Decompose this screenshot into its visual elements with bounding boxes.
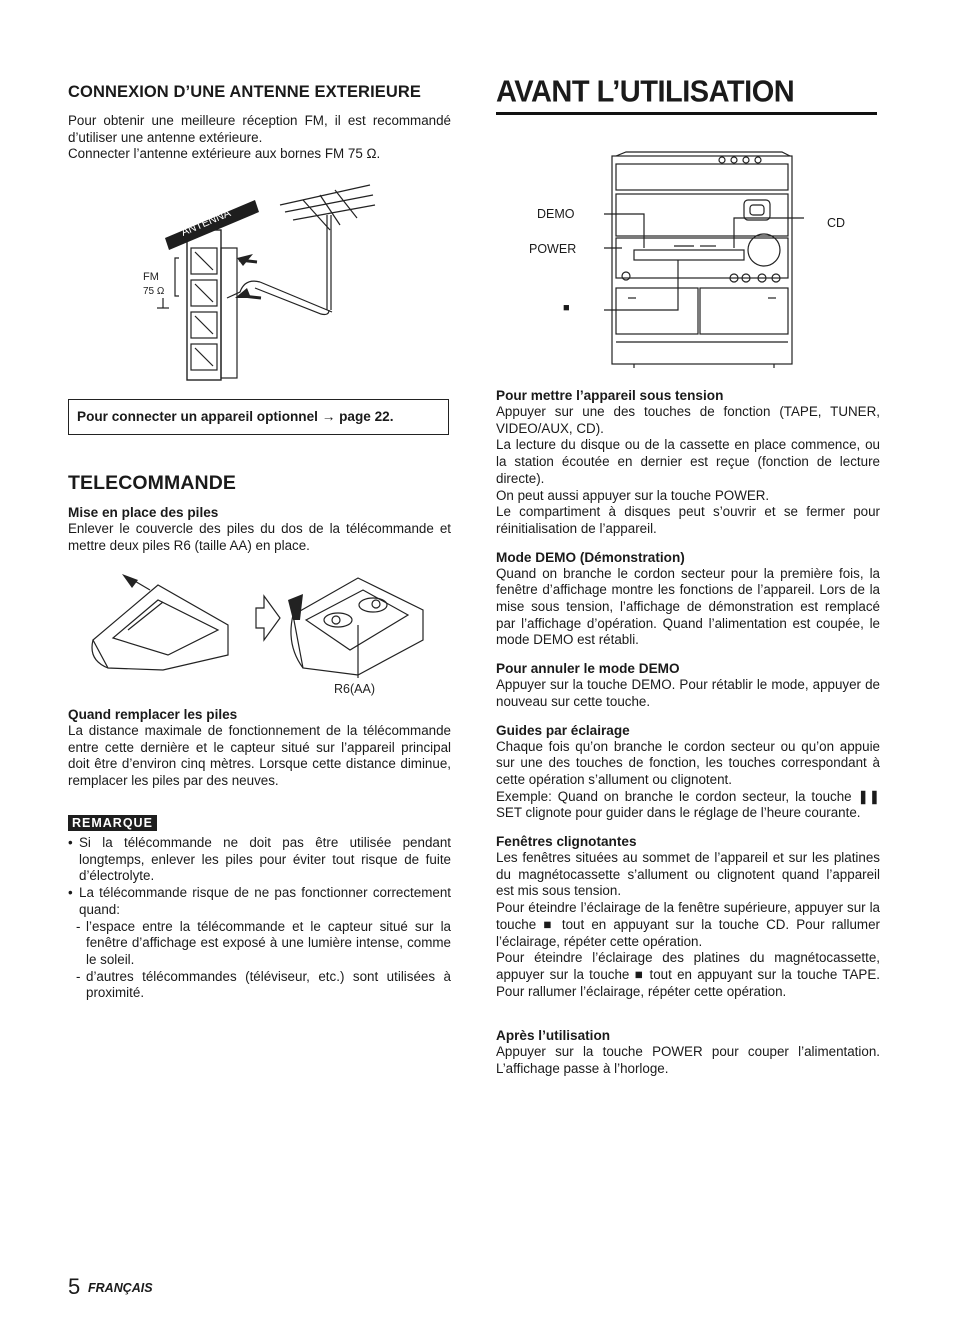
footer-language: FRANÇAIS	[88, 1281, 153, 1295]
remarque-dash-1: - l’espace entre la télécommande et le capteur situé sur la fenêtre d’affichage est exposé à une lumière intense, comme le soleil.	[68, 919, 451, 969]
power-on-title: Pour mettre l’appareil sous tension	[496, 388, 724, 403]
remarque-badge: REMARQUE	[68, 815, 157, 831]
battery-size-label: R6(AA)	[334, 682, 375, 696]
cancel-demo-title: Pour annuler le mode DEMO	[496, 661, 680, 677]
power-on-p2: La lecture du disque ou de la cassette en place commence, ou la station écoutée en dernier est reçue (fonction de lecture directe).	[496, 437, 880, 486]
demo-mode-title: Mode DEMO (Démonstration)	[496, 549, 685, 565]
blinking-windows-p3: Pour éteindre l’éclairage des platines du magnétocassette, appuyer sur la touche ■ tout en appuyant sur la touche TAPE. Pour rallumer l’éclairage, répéter cette opération.	[496, 950, 880, 999]
light-guides-title: Guides par éclairage	[496, 722, 630, 738]
page-number: 5	[68, 1274, 81, 1299]
optional-device-note	[68, 399, 449, 435]
power-on-p4: Le compartiment à disques peut s’ouvrir et se fermer pour réinitialisation de l’appareil.	[496, 504, 880, 536]
antenna-illustration	[135, 180, 385, 390]
battery-subtitle: Mise en place des piles	[68, 505, 219, 520]
blinking-windows-p2: Pour éteindre l’éclairage de la fenêtre supérieure, appuyer sur la touche ■ tout en appuyant sur la touche CD. Pour rallumer l’éclairage, répéter cette opération.	[496, 900, 880, 949]
battery-text: Enlever le couvercle des piles du dos de la télécommande et mettre deux piles R6 (taille AA) en place.	[68, 521, 451, 553]
remote-section-title: TELECOMMANDE	[68, 472, 237, 494]
light-guides-p2: Exemple: Quand on branche le cordon secteur, la touche ❚❚ SET clignote pour guider dans le réglage de l’heure courante.	[496, 788, 880, 821]
battery-block	[68, 504, 451, 554]
avant-body	[496, 387, 880, 1078]
replace-block	[68, 706, 451, 790]
stop-label: ■	[563, 302, 570, 314]
antenna-band-label: ANTENNA	[179, 207, 233, 239]
demo-label: DEMO	[537, 207, 575, 221]
optional-device-note-text: Pour connecter un appareil optionnel → page 22.	[77, 409, 394, 424]
remarque-list	[68, 835, 451, 1002]
ohm-label: 75 Ω	[143, 286, 165, 297]
antenna-text-1: Pour obtenir une meilleure réception FM, il est recommandé d’utiliser une antenne extérieure.	[68, 113, 451, 145]
after-use-title: Après l’utilisation	[496, 1028, 611, 1044]
power-on-p1: Appuyer sur une des touches de fonction (TAPE, TUNER, VIDEO/AUX, CD).	[496, 404, 880, 436]
blinking-windows-p1: Les fenêtres situées au sommet de l’appareil et sur les platines du magnétocassette s’allument ou clignotent quand l’appareil est mis sous tension.	[496, 850, 880, 899]
antenna-intro	[68, 113, 451, 163]
remarque-dash-2: - d’autres télécommandes (téléviseur, etc.) sont utilisées à proximité.	[68, 969, 451, 1002]
antenna-section-title: CONNEXION D’UNE ANTENNE EXTERIEURE	[68, 83, 421, 101]
remarque-bullet-2: • La télécommande risque de ne pas fonctionner correctement quand:	[68, 885, 451, 918]
blinking-windows-title: Fenêtres clignotantes	[496, 834, 637, 850]
remote-battery-illustration	[88, 560, 428, 700]
cd-label: CD	[827, 216, 846, 230]
stereo-illustration	[604, 150, 804, 370]
title-rule	[496, 112, 877, 115]
fm-label: FM	[143, 271, 159, 283]
antenna-text-2: Connecter l’antenne extérieure aux bornes FM 75 Ω.	[68, 146, 381, 162]
avant-title: AVANT L’UTILISATION	[496, 75, 795, 109]
replace-subtitle: Quand remplacer les piles	[68, 707, 238, 722]
power-label: POWER	[529, 242, 577, 256]
cancel-demo-p1: Appuyer sur la touche DEMO. Pour rétablir le mode, appuyer de nouveau sur cette touche.	[496, 677, 880, 709]
replace-text: La distance maximale de fonctionnement de la télécommande entre cette dernière et le capteur situé sur l’appareil principal doit être d’environ cinq mètres. Lorsque cette distance diminue, remplacer les piles par des neuves.	[68, 723, 451, 789]
power-on-p3: On peut aussi appuyer sur la touche POWER.	[496, 487, 770, 503]
remarque-bullet-1: • Si la télécommande ne doit pas être utilisée pendant longtemps, enlever les piles pour éviter tout risque de fuite d’électrolyte.	[68, 835, 451, 885]
demo-mode-p1: Quand on branche le cordon secteur pour la première fois, la fenêtre d’affichage montre les fonctions de l’appareil. Lors de la mise sous tension, l’affichage de démonstration est remplacé par l’affichage d’opération. Quand l’alimentation est coupée, le mode DEMO est rétabli.	[496, 565, 880, 648]
after-use-p1: Appuyer sur la touche POWER pour couper l’alimentation. L’affichage passe à l’horloge.	[496, 1044, 880, 1077]
light-guides-p1: Chaque fois qu’on branche le cordon secteur ou qu’on appuie sur une des touches de fonction, les touches correspondant à cette opération s’allument ou clignotent.	[496, 738, 880, 787]
